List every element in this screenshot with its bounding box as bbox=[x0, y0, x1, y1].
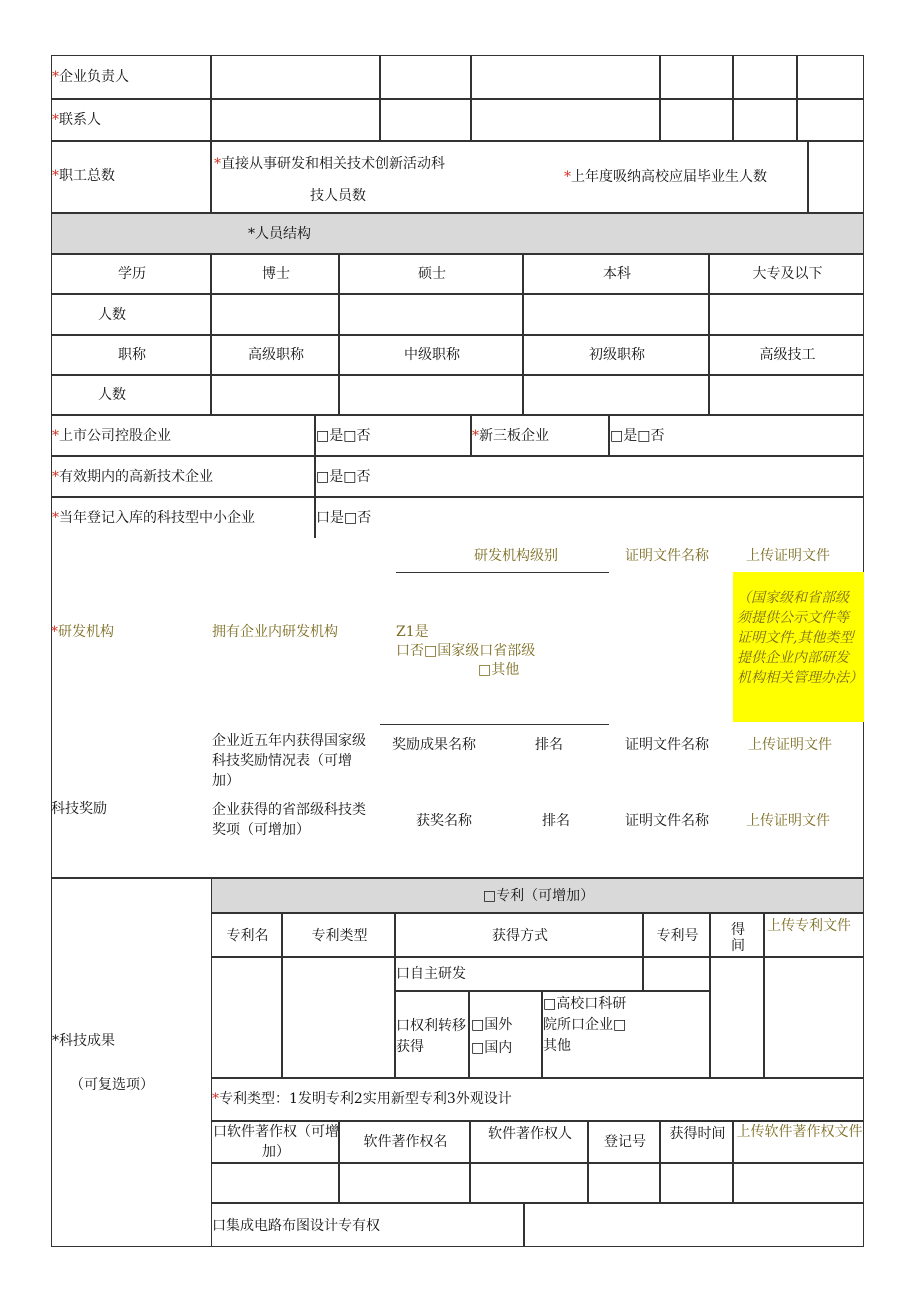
title-label: 职称 bbox=[118, 347, 146, 363]
contact-field-5[interactable] bbox=[733, 99, 797, 141]
rd-label: 研发机构 bbox=[58, 624, 114, 640]
legal-rep-label: 企业负责人 bbox=[59, 69, 129, 85]
legal-rep-field-2[interactable] bbox=[380, 55, 471, 99]
software-upload-field[interactable] bbox=[733, 1163, 864, 1203]
label-cell bbox=[51, 141, 211, 213]
patent-header-number: 专利号 bbox=[656, 928, 699, 944]
ic-option[interactable] bbox=[211, 1203, 524, 1247]
patent-type-field[interactable] bbox=[282, 957, 395, 1078]
grads-label: 上年度吸纳高校应届毕业生人数 bbox=[571, 169, 767, 185]
self-rd-option[interactable]: 口自主研发 bbox=[395, 957, 643, 991]
legal-rep-field-3[interactable] bbox=[471, 55, 660, 99]
patent-header-method: 获得方式 bbox=[492, 928, 548, 944]
awards-upload-button-2[interactable]: 上传证明文件 bbox=[746, 813, 830, 829]
software-field-1[interactable] bbox=[211, 1163, 339, 1203]
required-mark: * bbox=[52, 469, 59, 485]
count-label: 人数 bbox=[98, 307, 126, 323]
listed-label: 上市公司控股企业 bbox=[59, 428, 171, 444]
count-phd-field[interactable] bbox=[211, 294, 339, 335]
required-mark: * bbox=[52, 112, 59, 128]
title-middle: 中级职称 bbox=[404, 347, 460, 363]
rd-owns-label: 拥有企业内研发机构 bbox=[212, 624, 338, 640]
required-mark: * bbox=[52, 69, 59, 85]
rd-note: （国家级和省部级须提供公示文件等证明文件,其他类型提供企业内部研发机构相关管理办法） bbox=[737, 590, 863, 686]
patent-title[interactable]: □专利（可增加） bbox=[482, 888, 595, 904]
edu-label: 学历 bbox=[118, 266, 146, 282]
ic-label: 口集成电路布图设计专有权 bbox=[212, 1218, 380, 1234]
patent-header bbox=[211, 878, 864, 913]
software-time-field[interactable] bbox=[660, 1163, 733, 1203]
patent-time-field[interactable] bbox=[710, 957, 764, 1078]
patent-header-type: 专利类型 bbox=[311, 928, 368, 944]
count-bachelor-field[interactable] bbox=[523, 294, 709, 335]
required-mark: * bbox=[52, 510, 59, 526]
awards-provincial-label: 企业获得的省部级科技类奖项（可增加） bbox=[212, 802, 366, 838]
hightech-yes-no[interactable]: □是□否 bbox=[315, 456, 864, 497]
rd-cert-header: 证明文件名称 bbox=[625, 548, 709, 564]
count-junior-field[interactable] bbox=[523, 375, 709, 415]
contact-label: 联系人 bbox=[59, 112, 101, 128]
patent-upload-button[interactable]: 上传专利文件 bbox=[767, 918, 851, 934]
hightech-label: 有效期内的高新技术企业 bbox=[59, 469, 213, 485]
label-cell bbox=[51, 55, 211, 99]
origin-options[interactable] bbox=[469, 991, 542, 1078]
patent-number-field[interactable] bbox=[643, 957, 710, 991]
legal-rep-name-field[interactable] bbox=[211, 55, 380, 99]
neeq-label: 新三板企业 bbox=[479, 428, 549, 444]
achievements-sub: （可复选项） bbox=[70, 1077, 154, 1093]
rd-level-header: 研发机构级别 bbox=[474, 548, 558, 564]
count-senior-field[interactable] bbox=[211, 375, 339, 415]
foreign-option[interactable]: □国外 bbox=[471, 1017, 513, 1033]
structure-section-header bbox=[51, 213, 864, 254]
legal-rep-field-6[interactable] bbox=[797, 55, 864, 99]
patent-header-name: 专利名 bbox=[226, 928, 269, 944]
count-middle-field[interactable] bbox=[339, 375, 523, 415]
edu-phd: 博士 bbox=[262, 266, 290, 282]
rd-staff-label-line2: 技人员数 bbox=[310, 188, 366, 204]
contact-field-6[interactable] bbox=[797, 99, 864, 141]
edu-bachelor: 本科 bbox=[603, 266, 631, 282]
rd-option-other[interactable]: □其他 bbox=[478, 662, 520, 678]
rd-note-highlight bbox=[733, 572, 864, 722]
neeq-yes-no[interactable]: □是□否 bbox=[609, 415, 864, 456]
contact-name-field[interactable] bbox=[211, 99, 380, 141]
awards-national-label: 企业近五年内获得国家级科技奖励情况表（可增加） bbox=[212, 733, 366, 789]
achievements-label: *科技成果 bbox=[52, 1033, 115, 1049]
software-upload-button[interactable]: 上传软件著作权文件 bbox=[736, 1124, 863, 1140]
contact-field-4[interactable] bbox=[660, 99, 733, 141]
required-mark: * bbox=[212, 1091, 219, 1107]
label-cell bbox=[51, 99, 211, 141]
software-owner-field[interactable] bbox=[470, 1163, 588, 1203]
count-master-field[interactable] bbox=[339, 294, 523, 335]
software-name-field[interactable] bbox=[339, 1163, 470, 1203]
title-technician: 高级技工 bbox=[759, 347, 816, 363]
required-mark: * bbox=[51, 624, 58, 640]
patent-name-field[interactable] bbox=[211, 957, 282, 1078]
listed-yes-no[interactable]: □是□否 bbox=[315, 415, 471, 456]
required-mark: * bbox=[52, 428, 59, 444]
count-college-field[interactable] bbox=[709, 294, 864, 335]
contact-field-2[interactable] bbox=[380, 99, 471, 141]
software-regno-field[interactable] bbox=[588, 1163, 660, 1203]
rd-option-levels[interactable]: 口否□国家级口省部级 bbox=[396, 643, 536, 659]
count-label: 人数 bbox=[98, 387, 126, 403]
awards-rank: 排名 bbox=[535, 737, 563, 753]
domestic-option[interactable]: □国内 bbox=[471, 1040, 513, 1056]
awards-rank-2: 排名 bbox=[542, 813, 570, 829]
software-header-name: 软件著作权名 bbox=[363, 1134, 448, 1150]
rd-upload-button[interactable]: 上传证明文件 bbox=[746, 548, 830, 564]
total-staff-label: 职工总数 bbox=[59, 168, 115, 184]
required-mark: * bbox=[564, 169, 571, 185]
transfer-option[interactable]: 口权利转移获得 bbox=[395, 991, 469, 1078]
software-header-owner: 软件著作权人 bbox=[488, 1126, 572, 1142]
required-mark: * bbox=[472, 428, 479, 444]
grads-count-field[interactable] bbox=[808, 141, 864, 213]
rd-option-yes[interactable]: Z1是 bbox=[396, 624, 429, 640]
rd-staff-label: 直接从事研发和相关技术创新活动科 bbox=[221, 156, 445, 172]
patent-types-note: 专利类型：1发明专利2实用新型专利3外观设计 bbox=[219, 1091, 512, 1107]
edu-master: 硕士 bbox=[418, 266, 446, 282]
count-technician-field[interactable] bbox=[709, 375, 864, 415]
patent-header-time: 得间 bbox=[731, 922, 745, 954]
source-options[interactable]: □高校口科研院所口企业□其他 bbox=[542, 991, 710, 1078]
structure-title: *人员结构 bbox=[248, 226, 311, 242]
software-header-regno: 登记号 bbox=[604, 1134, 646, 1150]
required-mark: * bbox=[214, 156, 221, 172]
software-title-cell[interactable] bbox=[211, 1121, 339, 1163]
software-title: 口软件著作权（可增加） bbox=[213, 1124, 339, 1160]
edu-college: 大专及以下 bbox=[752, 266, 823, 282]
staff-numbers-cell[interactable] bbox=[211, 141, 808, 213]
awards-result-name: 奖励成果名称 bbox=[392, 737, 476, 753]
software-header-time: 获得时间 bbox=[669, 1126, 726, 1142]
awards-cert-2: 证明文件名称 bbox=[625, 813, 709, 829]
ic-field[interactable] bbox=[524, 1203, 864, 1247]
sme-yes-no[interactable]: 口是□否 bbox=[315, 497, 864, 538]
awards-award-name: 获奖名称 bbox=[416, 813, 472, 829]
awards-upload-button[interactable]: 上传证明文件 bbox=[748, 737, 832, 753]
awards-cert: 证明文件名称 bbox=[625, 737, 709, 753]
divider bbox=[380, 724, 609, 725]
sme-label: 当年登记入库的科技型中小企业 bbox=[59, 510, 255, 526]
required-mark: * bbox=[52, 168, 59, 184]
contact-field-3[interactable] bbox=[471, 99, 660, 141]
legal-rep-field-4[interactable] bbox=[660, 55, 733, 99]
title-junior: 初级职称 bbox=[589, 347, 645, 363]
awards-label: 科技奖励 bbox=[51, 801, 107, 817]
title-senior: 高级职称 bbox=[248, 347, 304, 363]
legal-rep-field-5[interactable] bbox=[733, 55, 797, 99]
divider bbox=[396, 572, 609, 573]
patent-upload-field[interactable] bbox=[764, 957, 864, 1078]
